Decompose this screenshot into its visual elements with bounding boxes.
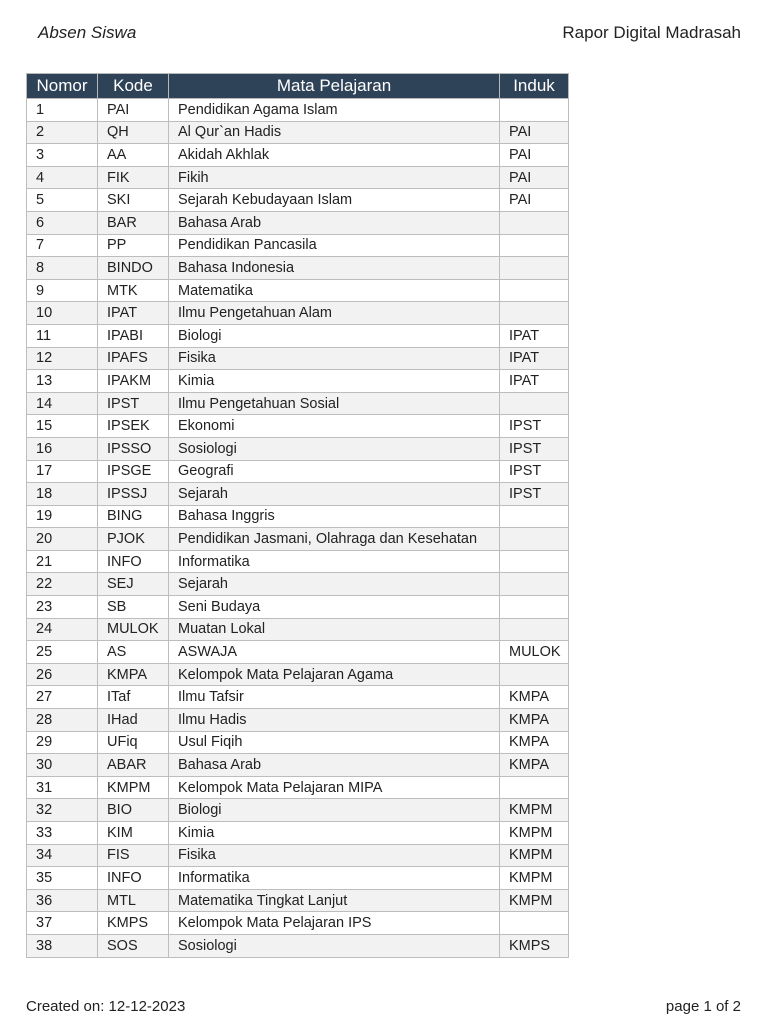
cell-induk: IPST	[500, 460, 569, 483]
cell-kode: IPSEK	[98, 415, 169, 438]
cell-nomor: 35	[27, 867, 98, 890]
cell-kode: IPAKM	[98, 370, 169, 393]
table-row	[27, 754, 569, 777]
cell-mata-pelajaran: Matematika	[169, 279, 500, 302]
cell-kode: MULOK	[98, 618, 169, 641]
cell-mata-pelajaran: Kimia	[169, 370, 500, 393]
cell-mata-pelajaran: Kimia	[169, 822, 500, 845]
cell-induk	[500, 505, 569, 528]
cell-mata-pelajaran: Geografi	[169, 460, 500, 483]
cell-kode: KIM	[98, 822, 169, 845]
table-row	[27, 528, 569, 551]
cell-nomor: 17	[27, 460, 98, 483]
cell-induk	[500, 573, 569, 596]
cell-induk	[500, 776, 569, 799]
cell-induk: KMPM	[500, 822, 569, 845]
cell-mata-pelajaran: Fisika	[169, 844, 500, 867]
cell-kode: PP	[98, 234, 169, 257]
table-row	[27, 324, 569, 347]
cell-nomor: 20	[27, 528, 98, 551]
table-row	[27, 392, 569, 415]
cell-nomor: 13	[27, 370, 98, 393]
table-row	[27, 709, 569, 732]
cell-kode: INFO	[98, 867, 169, 890]
cell-nomor: 23	[27, 596, 98, 619]
cell-kode: BIO	[98, 799, 169, 822]
table-row	[27, 844, 569, 867]
cell-mata-pelajaran: Pendidikan Pancasila	[169, 234, 500, 257]
table-row	[27, 799, 569, 822]
cell-nomor: 33	[27, 822, 98, 845]
table-row	[27, 99, 569, 122]
cell-mata-pelajaran: Fikih	[169, 166, 500, 189]
column-header-induk: Induk	[500, 74, 569, 99]
cell-kode: ABAR	[98, 754, 169, 777]
cell-kode: IHad	[98, 709, 169, 732]
cell-induk	[500, 528, 569, 551]
cell-nomor: 24	[27, 618, 98, 641]
cell-kode: MTL	[98, 889, 169, 912]
table-row	[27, 144, 569, 167]
cell-induk: PAI	[500, 166, 569, 189]
cell-induk	[500, 392, 569, 415]
cell-nomor: 38	[27, 934, 98, 957]
table-row	[27, 279, 569, 302]
cell-kode: IPST	[98, 392, 169, 415]
cell-mata-pelajaran: Muatan Lokal	[169, 618, 500, 641]
cell-mata-pelajaran: Matematika Tingkat Lanjut	[169, 889, 500, 912]
cell-kode: KMPA	[98, 663, 169, 686]
cell-kode: IPSGE	[98, 460, 169, 483]
cell-kode: KMPM	[98, 776, 169, 799]
table-row	[27, 550, 569, 573]
cell-induk	[500, 618, 569, 641]
cell-nomor: 29	[27, 731, 98, 754]
cell-induk: KMPM	[500, 844, 569, 867]
cell-mata-pelajaran: Al Qur`an Hadis	[169, 121, 500, 144]
cell-nomor: 36	[27, 889, 98, 912]
cell-induk: IPST	[500, 483, 569, 506]
table-row	[27, 573, 569, 596]
cell-mata-pelajaran: Kelompok Mata Pelajaran Agama	[169, 663, 500, 686]
cell-induk	[500, 257, 569, 280]
cell-nomor: 1	[27, 99, 98, 122]
cell-mata-pelajaran: Pendidikan Agama Islam	[169, 99, 500, 122]
cell-mata-pelajaran: Ilmu Pengetahuan Alam	[169, 302, 500, 325]
table-row	[27, 189, 569, 212]
cell-nomor: 6	[27, 211, 98, 234]
cell-kode: SB	[98, 596, 169, 619]
table-row	[27, 596, 569, 619]
cell-induk: PAI	[500, 144, 569, 167]
cell-induk: IPST	[500, 437, 569, 460]
cell-nomor: 5	[27, 189, 98, 212]
document-title: Absen Siswa	[38, 23, 137, 42]
column-header-nomor: Nomor	[27, 74, 98, 99]
table-row	[27, 370, 569, 393]
cell-kode: IPAT	[98, 302, 169, 325]
cell-nomor: 31	[27, 776, 98, 799]
cell-induk: PAI	[500, 189, 569, 212]
table-row	[27, 731, 569, 754]
table-row	[27, 211, 569, 234]
cell-kode: PJOK	[98, 528, 169, 551]
cell-mata-pelajaran: Ilmu Tafsir	[169, 686, 500, 709]
cell-induk	[500, 234, 569, 257]
cell-induk: KMPA	[500, 731, 569, 754]
cell-nomor: 28	[27, 709, 98, 732]
cell-kode: SEJ	[98, 573, 169, 596]
cell-kode: BAR	[98, 211, 169, 234]
table-row	[27, 460, 569, 483]
table-header-row	[27, 74, 569, 99]
cell-induk	[500, 912, 569, 935]
cell-nomor: 10	[27, 302, 98, 325]
column-header-kode: Kode	[98, 74, 169, 99]
table-row	[27, 889, 569, 912]
cell-kode: UFiq	[98, 731, 169, 754]
cell-nomor: 30	[27, 754, 98, 777]
cell-induk: IPST	[500, 415, 569, 438]
cell-kode: KMPS	[98, 912, 169, 935]
table-body	[27, 99, 569, 958]
cell-induk: KMPS	[500, 934, 569, 957]
cell-induk: IPAT	[500, 347, 569, 370]
cell-nomor: 32	[27, 799, 98, 822]
cell-induk	[500, 302, 569, 325]
cell-mata-pelajaran: Bahasa Arab	[169, 754, 500, 777]
cell-kode: AS	[98, 641, 169, 664]
cell-kode: MTK	[98, 279, 169, 302]
table-row	[27, 822, 569, 845]
table-row	[27, 347, 569, 370]
cell-mata-pelajaran: Bahasa Indonesia	[169, 257, 500, 280]
cell-mata-pelajaran: Informatika	[169, 550, 500, 573]
table-row	[27, 867, 569, 890]
cell-mata-pelajaran: Sejarah	[169, 483, 500, 506]
cell-mata-pelajaran: Informatika	[169, 867, 500, 890]
cell-nomor: 7	[27, 234, 98, 257]
cell-induk	[500, 211, 569, 234]
table-row	[27, 686, 569, 709]
table-row	[27, 166, 569, 189]
cell-induk	[500, 99, 569, 122]
cell-mata-pelajaran: Kelompok Mata Pelajaran MIPA	[169, 776, 500, 799]
created-date: Created on: 12-12-2023	[26, 998, 186, 1015]
cell-nomor: 37	[27, 912, 98, 935]
cell-mata-pelajaran: Biologi	[169, 799, 500, 822]
cell-induk: KMPA	[500, 686, 569, 709]
cell-nomor: 15	[27, 415, 98, 438]
subjects-table	[26, 73, 569, 958]
table-row	[27, 934, 569, 957]
table-row	[27, 437, 569, 460]
cell-kode: ITaf	[98, 686, 169, 709]
cell-mata-pelajaran: Bahasa Inggris	[169, 505, 500, 528]
cell-mata-pelajaran: Pendidikan Jasmani, Olahraga dan Kesehatan	[169, 528, 500, 551]
cell-induk: MULOK	[500, 641, 569, 664]
table-row	[27, 483, 569, 506]
cell-induk: KMPA	[500, 754, 569, 777]
cell-nomor: 27	[27, 686, 98, 709]
cell-mata-pelajaran: Fisika	[169, 347, 500, 370]
cell-kode: AA	[98, 144, 169, 167]
cell-mata-pelajaran: Sejarah Kebudayaan Islam	[169, 189, 500, 212]
cell-mata-pelajaran: Biologi	[169, 324, 500, 347]
table-row	[27, 257, 569, 280]
cell-mata-pelajaran: Sejarah	[169, 573, 500, 596]
cell-mata-pelajaran: Ekonomi	[169, 415, 500, 438]
table-row	[27, 618, 569, 641]
table-row	[27, 505, 569, 528]
cell-mata-pelajaran: Sosiologi	[169, 934, 500, 957]
cell-mata-pelajaran: Akidah Akhlak	[169, 144, 500, 167]
cell-mata-pelajaran: Sosiologi	[169, 437, 500, 460]
cell-induk: PAI	[500, 121, 569, 144]
cell-induk: IPAT	[500, 370, 569, 393]
table-row	[27, 302, 569, 325]
cell-nomor: 34	[27, 844, 98, 867]
cell-kode: QH	[98, 121, 169, 144]
cell-kode: BING	[98, 505, 169, 528]
page-indicator: page 1 of 2	[665, 998, 741, 1015]
cell-nomor: 11	[27, 324, 98, 347]
cell-kode: FIS	[98, 844, 169, 867]
cell-mata-pelajaran: Seni Budaya	[169, 596, 500, 619]
cell-nomor: 14	[27, 392, 98, 415]
cell-kode: SOS	[98, 934, 169, 957]
cell-induk: KMPM	[500, 867, 569, 890]
cell-mata-pelajaran: Ilmu Hadis	[169, 709, 500, 732]
cell-mata-pelajaran: Kelompok Mata Pelajaran IPS	[169, 912, 500, 935]
cell-induk	[500, 550, 569, 573]
cell-kode: BINDO	[98, 257, 169, 280]
cell-nomor: 22	[27, 573, 98, 596]
cell-kode: IPSSO	[98, 437, 169, 460]
cell-nomor: 8	[27, 257, 98, 280]
table-row	[27, 776, 569, 799]
table-row	[27, 234, 569, 257]
column-header-mata-pelajaran: Mata Pelajaran	[169, 74, 500, 99]
cell-induk	[500, 663, 569, 686]
cell-mata-pelajaran: Ilmu Pengetahuan Sosial	[169, 392, 500, 415]
cell-nomor: 16	[27, 437, 98, 460]
cell-induk: KMPM	[500, 799, 569, 822]
cell-nomor: 2	[27, 121, 98, 144]
cell-induk: IPAT	[500, 324, 569, 347]
cell-induk	[500, 596, 569, 619]
cell-mata-pelajaran: ASWAJA	[169, 641, 500, 664]
cell-kode: IPSSJ	[98, 483, 169, 506]
cell-nomor: 4	[27, 166, 98, 189]
cell-nomor: 18	[27, 483, 98, 506]
app-title: Rapor Digital Madrasah	[562, 23, 741, 42]
table-row	[27, 415, 569, 438]
cell-kode: FIK	[98, 166, 169, 189]
cell-induk: KMPM	[500, 889, 569, 912]
cell-nomor: 12	[27, 347, 98, 370]
cell-kode: IPAFS	[98, 347, 169, 370]
cell-kode: PAI	[98, 99, 169, 122]
cell-nomor: 19	[27, 505, 98, 528]
table-row	[27, 912, 569, 935]
cell-nomor: 9	[27, 279, 98, 302]
cell-nomor: 26	[27, 663, 98, 686]
cell-kode: SKI	[98, 189, 169, 212]
cell-induk: KMPA	[500, 709, 569, 732]
table-row	[27, 663, 569, 686]
cell-kode: INFO	[98, 550, 169, 573]
cell-mata-pelajaran: Usul Fiqih	[169, 731, 500, 754]
cell-nomor: 21	[27, 550, 98, 573]
cell-induk	[500, 279, 569, 302]
cell-kode: IPABI	[98, 324, 169, 347]
table-row	[27, 121, 569, 144]
cell-nomor: 25	[27, 641, 98, 664]
table-row	[27, 641, 569, 664]
cell-mata-pelajaran: Bahasa Arab	[169, 211, 500, 234]
cell-nomor: 3	[27, 144, 98, 167]
